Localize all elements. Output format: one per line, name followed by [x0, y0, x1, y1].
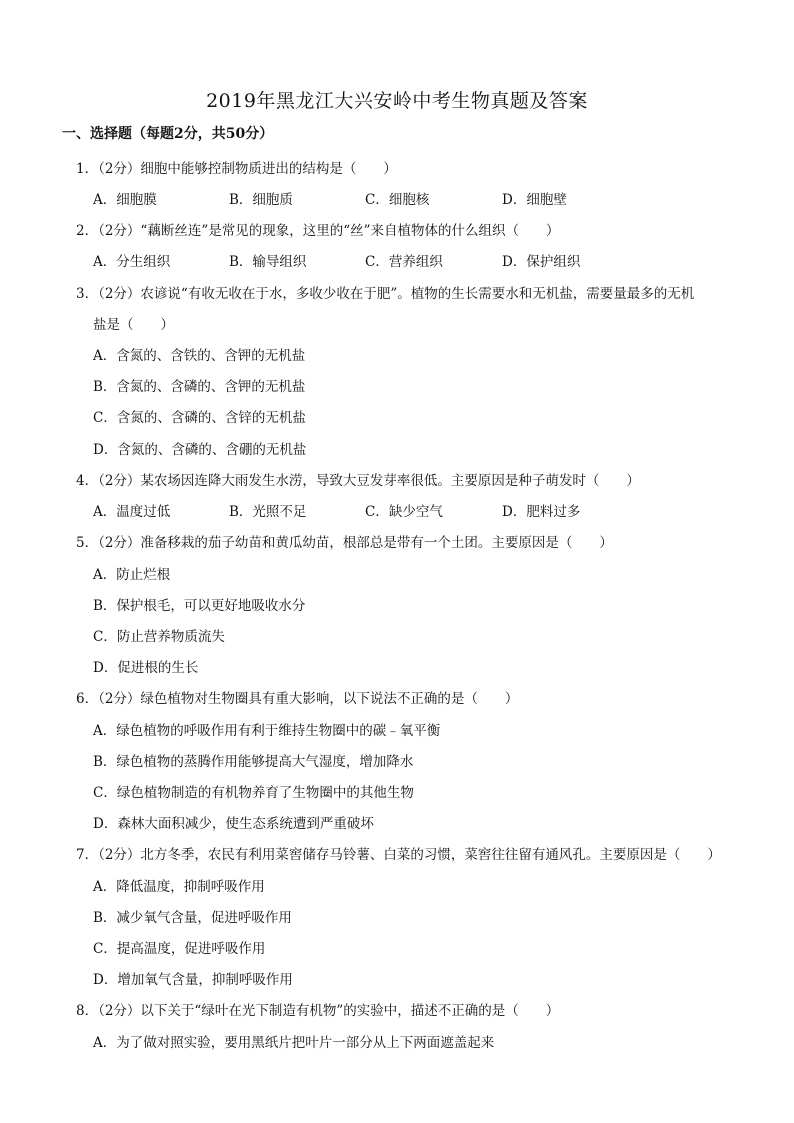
q2-option-a: A．分生组织	[93, 254, 171, 270]
q4-option-a: A．温度过低	[93, 504, 171, 520]
q7-option-c: C．提高温度，促进呼吸作用	[93, 941, 266, 957]
question-8-stem: 8．（2分）以下关于“绿叶在光下制造有机物”的实验中，描述不正确的是（ ）	[76, 1003, 560, 1019]
q8-option-a: A．为了做对照实验，要用黑纸片把叶片一部分从上下两面遮盖起来	[93, 1035, 495, 1051]
q2-option-c: C．营养组织	[365, 254, 443, 270]
q3-option-a: A．含氮的、含铁的、含钾的无机盐	[93, 348, 306, 364]
q6-option-c: C．绿色植物制造的有机物养育了生物圈中的其他生物	[93, 785, 414, 801]
q7-option-a: A．降低温度，抑制呼吸作用	[93, 879, 265, 895]
question-3-stem-continued: 盐是（ ）	[93, 317, 174, 333]
q7-option-d: D．增加氧气含量，抑制呼吸作用	[93, 972, 293, 988]
q3-option-c: C．含氮的、含磷的、含锌的无机盐	[93, 410, 306, 426]
q1-option-a: A．细胞膜	[93, 192, 157, 208]
page-title: 2019年黑龙江大兴安岭中考生物真题及答案	[206, 90, 588, 112]
q7-option-b: B．减少氧气含量，促进呼吸作用	[93, 910, 292, 926]
q2-option-d: D．保护组织	[502, 254, 581, 270]
q2-option-b: B．输导组织	[229, 254, 307, 270]
question-3-stem: 3．（2分）农谚说“有收无收在于水，多收少收在于肥”。植物的生长需要水和无机盐，需要量最多的无机	[76, 286, 695, 302]
q4-option-b: B．光照不足	[229, 504, 307, 520]
question-2-stem: 2．（2分）“藕断丝连”是常见的现象，这里的“丝”来自植物体的什么组织（ ）	[76, 223, 560, 239]
q4-option-c: C．缺少空气	[365, 504, 443, 520]
q6-option-d: D．森林大面积减少，使生态系统遭到严重破坏	[93, 816, 374, 832]
question-7-stem: 7．（2分）北方冬季，农民有利用菜窖储存马铃薯、白菜的习惯，菜窖往往留有通风孔。主要原因是（ ）	[76, 847, 721, 863]
question-6-stem: 6．（2分）绿色植物对生物圈具有重大影响，以下说法不正确的是（ ）	[76, 691, 519, 707]
q1-option-d: D．细胞壁	[502, 192, 567, 208]
question-1-stem: 1．（2分）细胞中能够控制物质进出的结构是（ ）	[76, 161, 397, 177]
q4-option-d: D．肥料过多	[502, 504, 581, 520]
question-4-stem: 4．（2分）某农场因连降大雨发生水涝，导致大豆发芽率很低。主要原因是种子萌发时（ ）	[76, 473, 640, 489]
q1-option-c: C．细胞核	[365, 192, 430, 208]
q5-option-c: C．防止营养物质流失	[93, 629, 225, 645]
q3-option-b: B．含氮的、含磷的、含钾的无机盐	[93, 379, 306, 395]
q6-option-b: B．绿色植物的蒸腾作用能够提高大气湿度，增加降水	[93, 754, 414, 770]
question-5-stem: 5．（2分）准备移栽的茄子幼苗和黄瓜幼苗，根部总是带有一个土团。主要原因是（ ）	[76, 535, 613, 551]
q6-option-a: A．绿色植物的呼吸作用有利于维持生物圈中的碳﹣氧平衡	[93, 723, 441, 739]
q5-option-d: D．促进根的生长	[93, 660, 199, 676]
q5-option-b: B．保护根毛，可以更好地吸收水分	[93, 598, 306, 614]
q3-option-d: D．含氮的、含磷的、含硼的无机盐	[93, 442, 307, 458]
q5-option-a: A．防止烂根	[93, 567, 171, 583]
section-heading: 一、选择题（每题2分，共50分）	[62, 126, 274, 142]
q1-option-b: B．细胞质	[229, 192, 293, 208]
